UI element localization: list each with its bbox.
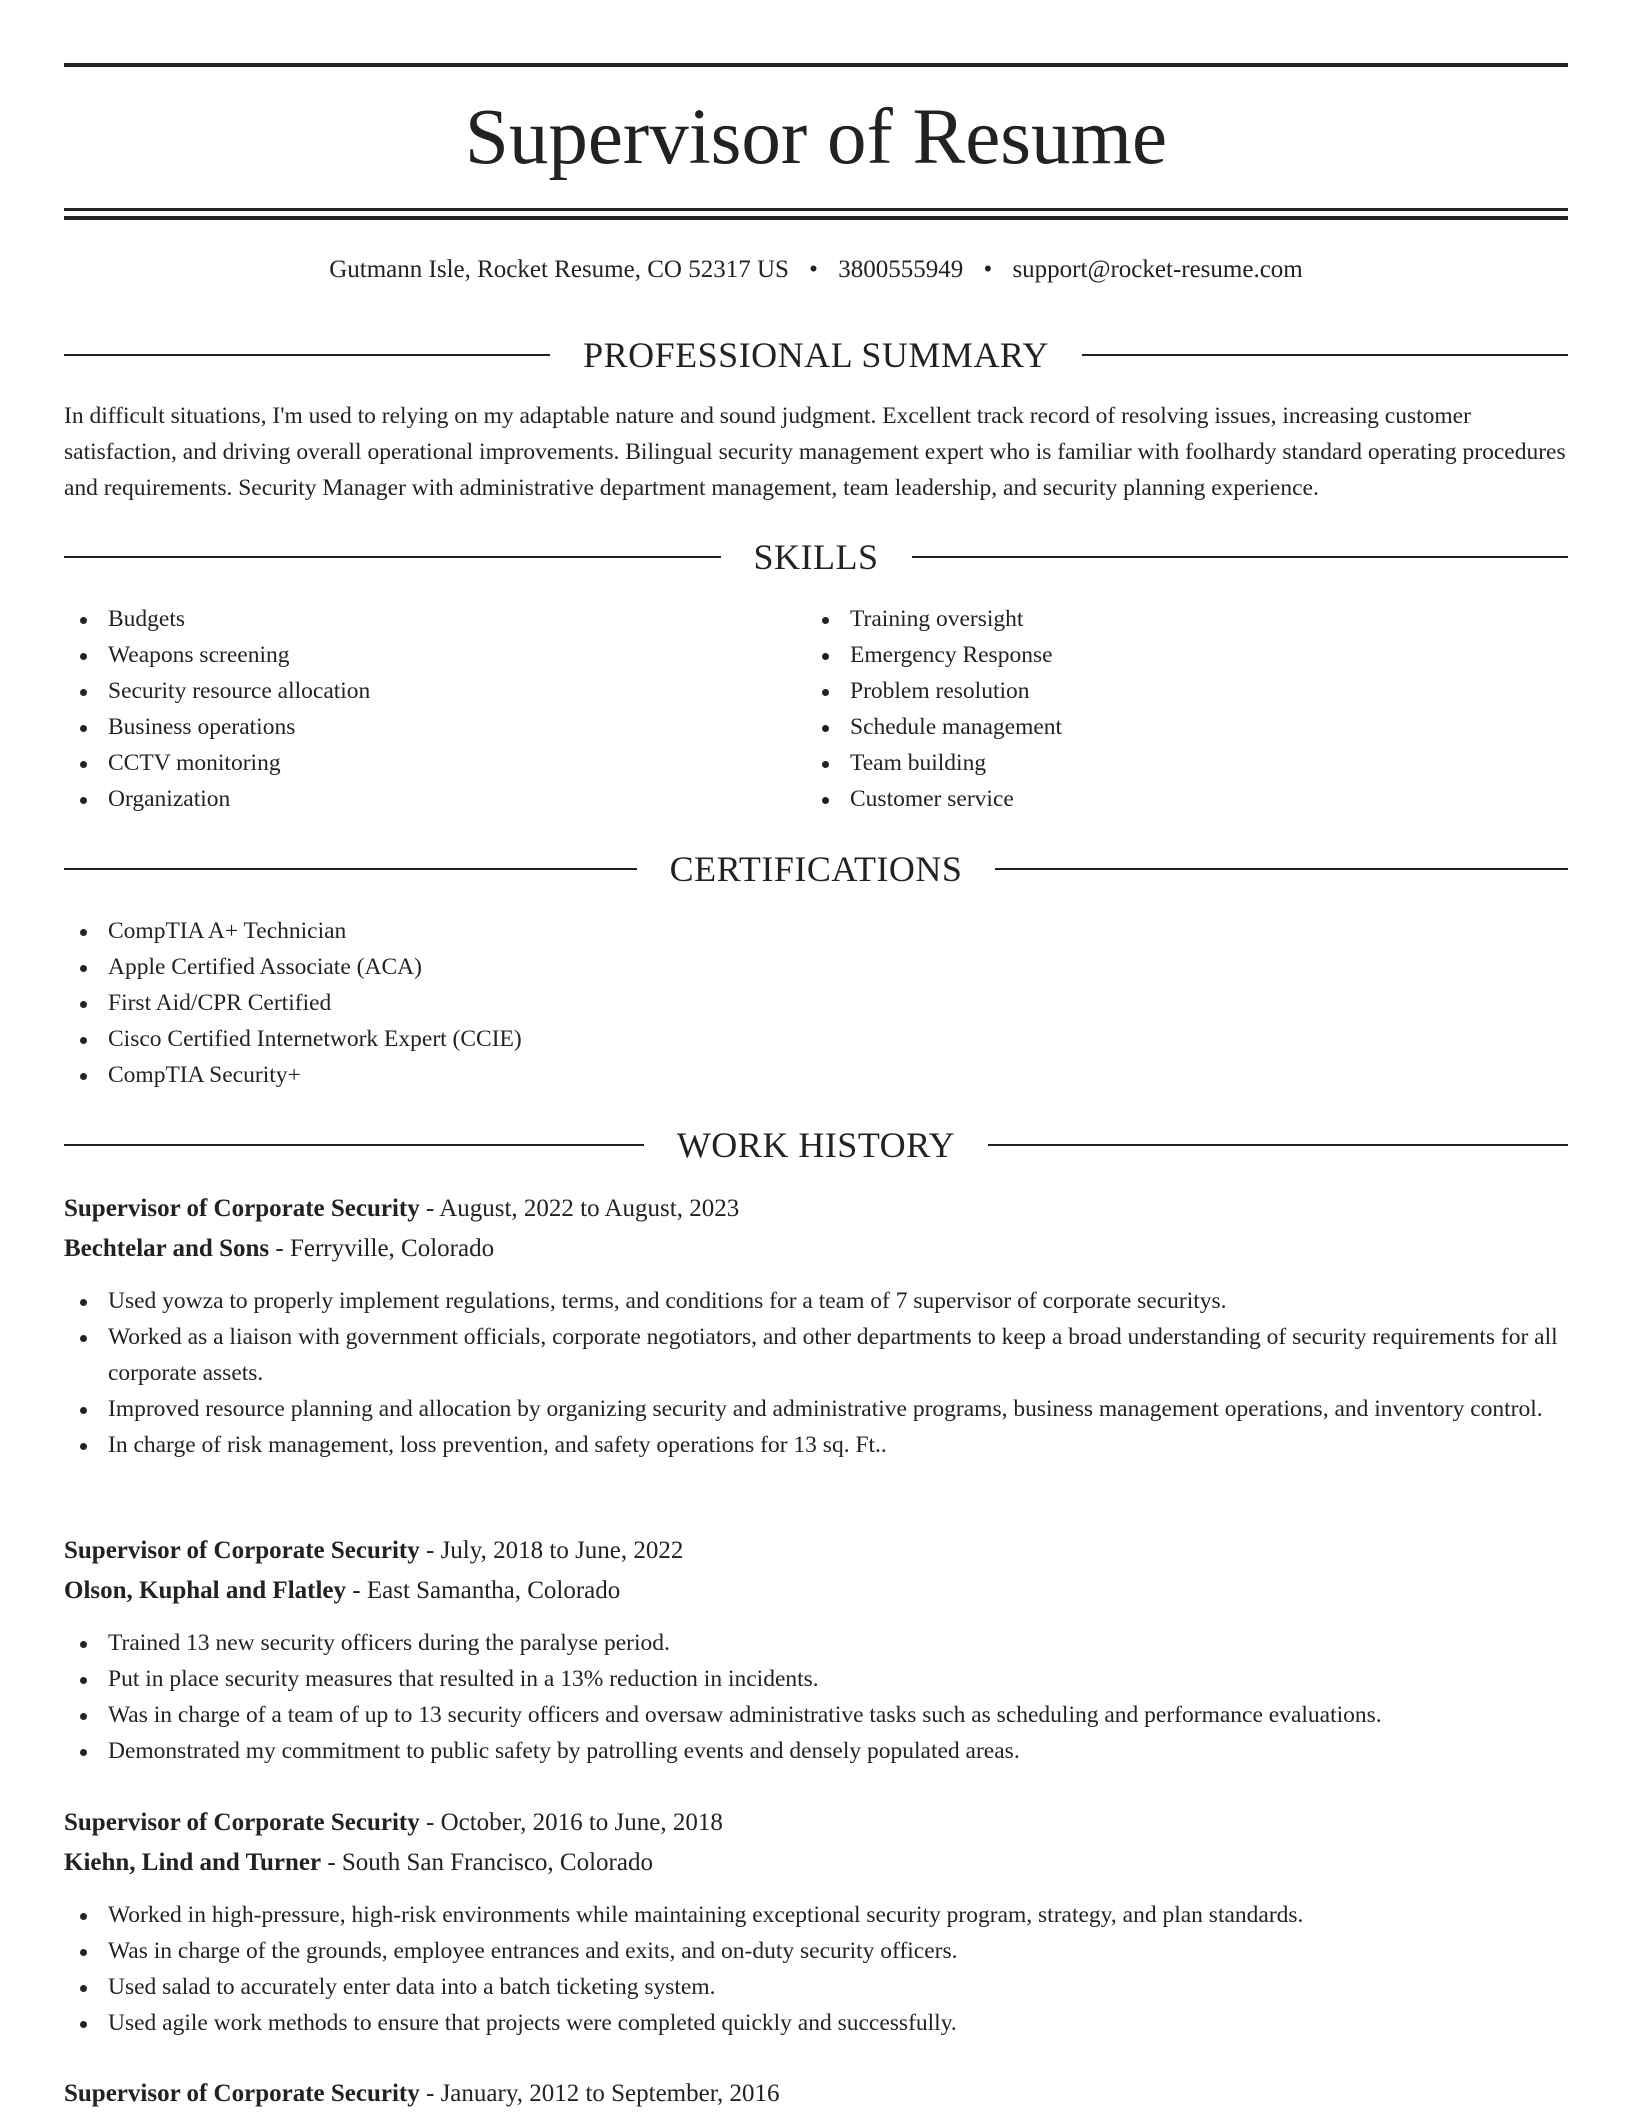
job-title: Supervisor of Corporate Security — [64, 1537, 420, 1564]
job-bullet: Used yowza to properly implement regulations, terms, and conditions for a team of 7 supervisor of corporate securitys. — [64, 1283, 1568, 1319]
heading-rule-right — [995, 868, 1568, 870]
page-title: Supervisor of Resume — [464, 94, 1168, 181]
certification-item: CompTIA Security+ — [64, 1057, 1064, 1093]
certification-item: First Aid/CPR Certified — [64, 985, 1064, 1021]
certification-item: Cisco Certified Internetwork Expert (CCIE) — [64, 1021, 1064, 1057]
job-title: Supervisor of Corporate Security — [64, 2080, 420, 2107]
job-dates: - October, 2016 to June, 2018 — [419, 1809, 723, 1836]
contact-separator: • — [809, 256, 818, 283]
job-title: Supervisor of Corporate Security — [64, 1809, 420, 1836]
skill-item: Training oversight — [806, 601, 1546, 637]
skill-item: Security resource allocation — [64, 673, 804, 709]
title-double-rule — [64, 208, 1568, 220]
summary-heading — [64, 333, 1568, 377]
skills-list-left — [64, 601, 804, 817]
skill-item: Budgets — [64, 601, 804, 637]
job-entry — [64, 1189, 1568, 1463]
job-bullet: Used agile work methods to ensure that projects were completed quickly and successfully. — [64, 2005, 1568, 2041]
job-company-line — [64, 1229, 1568, 1269]
summary-heading-label: PROFESSIONAL SUMMARY — [583, 335, 1049, 375]
job-location: - East Samantha, Colorado — [346, 1577, 621, 1604]
summary-text: In difficult situations, I'm used to relying on my adaptable nature and sound judgment. Excellent track record of resolving issues, increasing customer satisfaction, and driving overall operational improvements. Bilingual security management expert who is familiar with foolhardy standard operating procedures and requirements. Security Manager with administrative department management, team leadership, and security planning experience. — [64, 403, 1566, 501]
job-company-line — [64, 1843, 1568, 1883]
job-title-line — [64, 1531, 1568, 1571]
job-bullets — [64, 1625, 1568, 1769]
contact-address: Gutmann Isle, Rocket Resume, CO 52317 US — [329, 256, 789, 283]
job-title-line — [64, 2074, 1568, 2114]
certifications-list — [64, 913, 1064, 1093]
skills-list-right — [806, 601, 1546, 817]
work-history-heading — [64, 1123, 1568, 1167]
job-bullet: Trained 13 new security officers during the paralyse period. — [64, 1625, 1568, 1661]
job-location: - Ferryville, Colorado — [269, 1235, 495, 1262]
job-company: Kiehn, Lind and Turner — [64, 1849, 322, 1876]
job-dates: - August, 2022 to August, 2023 — [419, 1195, 740, 1222]
job-title: Supervisor of Corporate Security — [64, 1195, 420, 1222]
contact-line — [64, 254, 1568, 286]
job-bullet: Put in place security measures that resulted in a 13% reduction in incidents. — [64, 1661, 1568, 1697]
job-company: Bechtelar and Sons — [64, 1235, 270, 1262]
job-bullet: Improved resource planning and allocation by organizing security and administrative programs, business management operations, and inventory control. — [64, 1391, 1568, 1427]
heading-rule-right — [912, 556, 1569, 558]
heading-rule-left — [64, 1144, 644, 1146]
job-dates: - July, 2018 to June, 2022 — [419, 1537, 684, 1564]
job-bullet: In charge of risk management, loss prevention, and safety operations for 13 sq. Ft.. — [64, 1427, 1568, 1463]
job-entry — [64, 1803, 1568, 2041]
skill-item: Emergency Response — [806, 637, 1546, 673]
top-rule — [64, 63, 1568, 67]
job-bullet: Worked in high-pressure, high-risk environments while maintaining exceptional security program, strategy, and plan standards. — [64, 1897, 1568, 1933]
job-bullets — [64, 1283, 1568, 1463]
contact-phone: 3800555949 — [838, 256, 964, 283]
job-company: Olson, Kuphal and Flatley — [64, 1577, 347, 1604]
skill-item: Business operations — [64, 709, 804, 745]
heading-rule-left — [64, 556, 721, 558]
skill-item: CCTV monitoring — [64, 745, 804, 781]
job-entry — [64, 1531, 1568, 1769]
contact-email: support@rocket-resume.com — [1012, 256, 1303, 283]
skill-item: Weapons screening — [64, 637, 804, 673]
skills-heading — [64, 535, 1568, 579]
certification-item: Apple Certified Associate (ACA) — [64, 949, 1064, 985]
job-company-line — [64, 1571, 1568, 1611]
skill-item: Customer service — [806, 781, 1546, 817]
skill-item: Team building — [806, 745, 1546, 781]
heading-rule-left — [64, 868, 637, 870]
skill-item: Organization — [64, 781, 804, 817]
certifications-heading-label: CERTIFICATIONS — [669, 849, 963, 889]
job-entry — [64, 2074, 1568, 2114]
contact-separator: • — [983, 256, 993, 283]
job-bullet: Demonstrated my commitment to public safety by patrolling events and densely populated areas. — [64, 1733, 1568, 1769]
heading-rule-right — [1082, 354, 1568, 356]
skill-item: Schedule management — [806, 709, 1546, 745]
certifications-heading — [64, 847, 1568, 891]
skills-heading-label: SKILLS — [753, 537, 879, 577]
heading-rule-left — [64, 354, 550, 356]
job-title-line — [64, 1803, 1568, 1843]
heading-rule-right — [988, 1144, 1568, 1146]
job-bullets — [64, 1897, 1568, 2041]
job-dates: - January, 2012 to September, 2016 — [419, 2080, 780, 2107]
certification-item: CompTIA A+ Technician — [64, 913, 1064, 949]
skill-item: Problem resolution — [806, 673, 1546, 709]
job-bullet: Was in charge of a team of up to 13 security officers and oversaw administrative tasks such as scheduling and performance evaluations. — [64, 1697, 1568, 1733]
job-bullet: Was in charge of the grounds, employee entrances and exits, and on-duty security officers. — [64, 1933, 1568, 1969]
job-location: - South San Francisco, Colorado — [321, 1849, 653, 1876]
job-title-line — [64, 1189, 1568, 1229]
job-bullet: Used salad to accurately enter data into a batch ticketing system. — [64, 1969, 1568, 2005]
work-history-heading-label: WORK HISTORY — [676, 1125, 956, 1165]
job-bullet: Worked as a liaison with government officials, corporate negotiators, and other departments to keep a broad understanding of security requirements for all corporate assets. — [64, 1319, 1568, 1391]
